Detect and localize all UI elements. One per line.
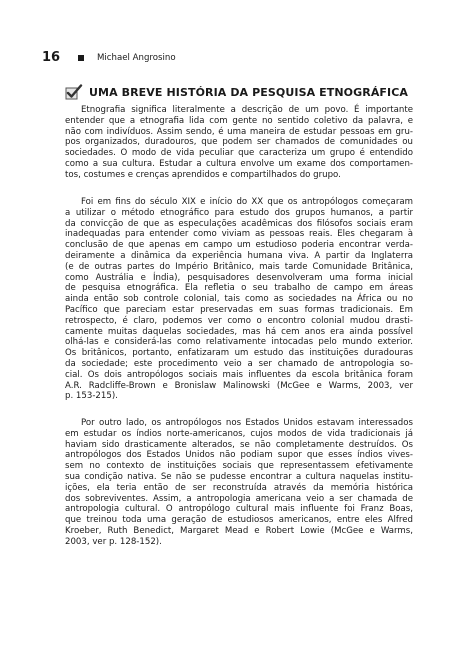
text-line: tos, costumes e crenças aprendidos e compartilhados do grupo. [65, 169, 341, 180]
text-line: camente muitas daquelas sociedades, mas há cem anos era ainda possível [65, 326, 413, 337]
text-line: haviam sido drasticamente alterados, se não completamente destruídos. Os [65, 439, 413, 450]
section-title: UMA BREVE HISTÓRIA DA PESQUISA ETNOGRÁFICA [89, 85, 409, 99]
text-line: (e de outras partes do Império Britânico, mais tarde Comunidade Britânica, [65, 261, 413, 272]
text-line: olhá-las e considerá-las como relativamente intocadas pelo mundo exterior. [65, 337, 413, 348]
running-head-author: Michael Angrosino [97, 52, 176, 63]
text-line: sociedades. O modo de vida peculiar que caracteriza um grupo é entendido [65, 148, 413, 159]
text-line: conclusão de que apenas em campo um estudioso poderia encontrar verda- [65, 240, 413, 251]
section-heading [65, 84, 408, 100]
text-line: da sociedade; este procedimento veio a ser chamado de antropologia so- [65, 358, 413, 369]
text-line: da convicção de que as especulações acadêmicas dos filósofos sociais eram [65, 218, 413, 229]
checkbox-check-icon [65, 84, 83, 100]
text-line: Os britânicos, portanto, enfatizaram um estudo das instituições duradouras [65, 348, 413, 359]
text-line: antropologia cultural. O antropólogo cultural mais influente foi Franz Boas, [65, 504, 413, 515]
text-line: A.R. Radcliffe-Brown e Bronislaw Malinowski (McGee e Warms, 2003, ver [65, 380, 413, 391]
paragraph-2 [65, 197, 413, 402]
text-line: sem no contexto de instituições sociais que representassem efetivamente [65, 461, 413, 472]
text-line: p. 153-215). [65, 391, 118, 402]
text-line: Etnografia significa literalmente a descrição de um povo. É importante [81, 105, 413, 115]
text-line: Kroeber, Ruth Benedict, Margaret Mead e Robert Lowie (McGee e Warms, [65, 525, 413, 536]
text-line: pos organizados, duradouros, que podem ser chamados de comunidades ou [65, 137, 413, 148]
text-line: não com indivíduos. Assim sendo, é uma maneira de estudar pessoas em gru- [65, 126, 413, 137]
text-line: sua condição nativa. Se não se pudesse encontrar a cultura naquelas institu- [65, 471, 413, 482]
text-line: em estudar os índios norte-americanos, cujos modos de vida tradicionais já [65, 428, 413, 439]
text-line: Por outro lado, os antropólogos nos Estados Unidos estavam interessados [81, 418, 413, 428]
text-line: Pacífico que pareciam estar preservadas em suas formas tradicionais. Em [65, 304, 413, 315]
text-line: ições, ela teria então de ser reconstruída através da memória histórica [65, 482, 413, 493]
text-line: dos sobreviventes. Assim, a antropologia americana veio a ser chamada de [65, 493, 413, 504]
text-line: entender que a etnografia lida com gente no sentido coletivo da palavra, e [65, 115, 413, 126]
text-line: a utilizar o método etnográfico para estudo dos grupos humanos, a partir [65, 207, 413, 218]
text-line: antropólogos dos Estados Unidos não podiam supor que esses índios vives- [65, 450, 413, 461]
text-line: retrospecto, é claro, podemos ver como o encontro colonial mudou drasti- [65, 315, 413, 326]
text-line: como a sua cultura. Estudar a cultura envolve um exame dos comportamen- [65, 158, 413, 169]
text-line: como Austrália e Índia), pesquisadores desenvolveram uma forma inicial [65, 272, 413, 283]
text-line: de pesquisa etnográfica. Ela refletia o seu trabalho de campo em áreas [65, 283, 413, 294]
paragraph-3 [65, 418, 413, 548]
text-line: deiramente a dinâmica da experiência humana viva. A partir da Inglaterra [65, 250, 413, 261]
text-line: Foi em fins do século XIX e início do XX que os antropólogos começaram [81, 197, 413, 207]
paragraph-1 [65, 105, 413, 181]
square-bullet-icon [78, 55, 84, 61]
text-line: cial. Os dois antropólogos sociais mais influentes da escola britânica foram [65, 369, 413, 380]
text-line: inadequadas para entender como viviam as pessoas reais. Eles chegaram à [65, 229, 413, 240]
page-number: 16 [42, 50, 61, 65]
text-line: 2003, ver p. 128-152). [65, 536, 162, 547]
text-line: que treinou toda uma geração de estudiosos americanos, entre eles Alfred [65, 515, 413, 526]
text-line: ainda então sob controle colonial, tais como as sociedades na África ou no [65, 294, 413, 305]
page-header [42, 50, 176, 65]
